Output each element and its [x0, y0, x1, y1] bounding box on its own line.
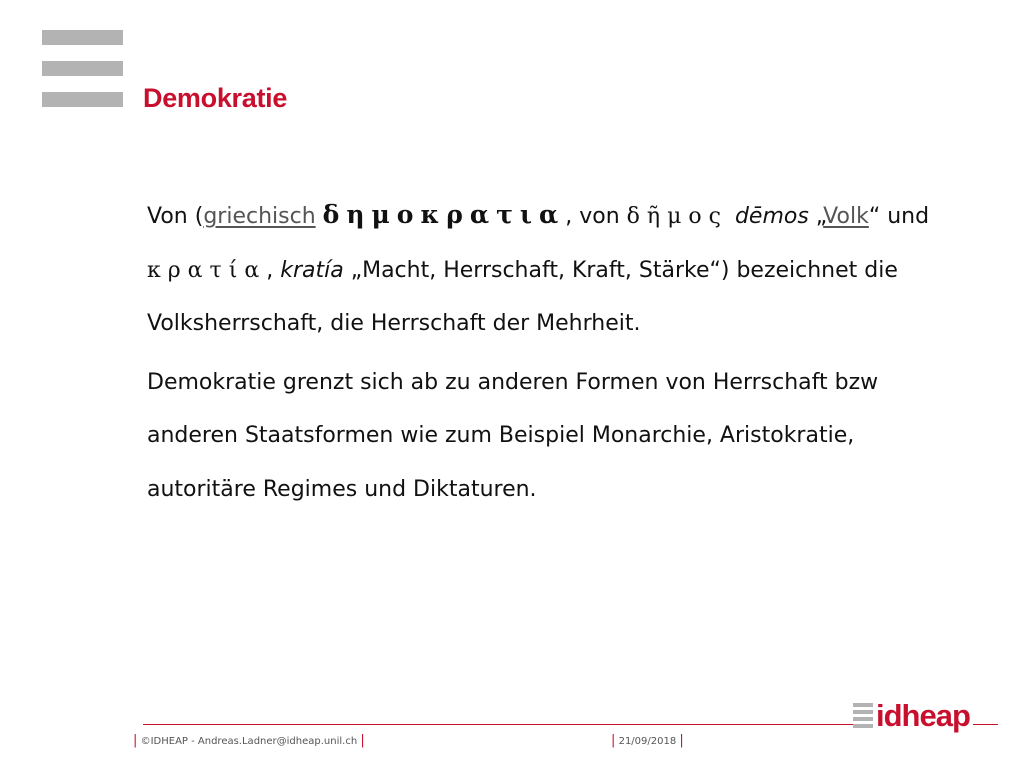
text-von: Von (: [147, 204, 204, 229]
decorative-bar-middle: [42, 61, 123, 76]
footer-pipe: |: [360, 733, 365, 748]
decorative-bar-top: [42, 30, 123, 45]
footer-date: [611, 733, 684, 748]
paragraph-distinction: Demokratie grenzt sich ab zu anderen Formen von Herrschaft bzw anderen Staatsformen wie zum Beispiel Monarchie, Aristokratie, autoritäre Regimes und Diktaturen.: [147, 369, 879, 502]
decorative-bar-bottom: [42, 92, 123, 107]
greek-kratia: κρατία: [147, 257, 267, 283]
transliteration-demos: dēmos: [734, 204, 809, 229]
text-comma-von: , von: [565, 204, 627, 229]
text-quote-open: „: [815, 204, 824, 229]
footer-date-text: 21/09/2018: [618, 736, 677, 747]
link-volk[interactable]: Volk: [823, 204, 869, 229]
idheap-logo: [853, 700, 970, 731]
transliteration-kratia: kratía: [280, 257, 344, 283]
text-comma: ,: [266, 257, 281, 283]
footer-pipe: |: [133, 733, 138, 748]
text-definition-rest: „Macht, Herrschaft, Kraft, Stärke“) bezeichnet die Volksherrschaft, die Herrschaft der Mehrheit.: [147, 257, 898, 336]
slide-body: [147, 188, 967, 516]
greek-demokratia: δημοκρατια: [322, 200, 566, 229]
slide-title: Demokratie: [143, 83, 288, 113]
paragraph-definition: [147, 188, 967, 351]
text-und: “ und: [868, 204, 930, 229]
footer-copyright: [133, 733, 365, 748]
footer-pipe: |: [611, 733, 616, 748]
link-griechisch[interactable]: griechisch: [203, 204, 316, 229]
greek-demos: δῆμος: [626, 204, 728, 229]
footer-rule-right: [973, 724, 998, 725]
logo-text: idheap: [876, 698, 970, 733]
logo-bars-icon: [853, 703, 873, 728]
footer-pipe: |: [679, 733, 684, 748]
footer-rule-left: [143, 724, 858, 725]
footer-copyright-text: ©IDHEAP - Andreas.Ladner@idheap.unil.ch: [140, 736, 358, 747]
